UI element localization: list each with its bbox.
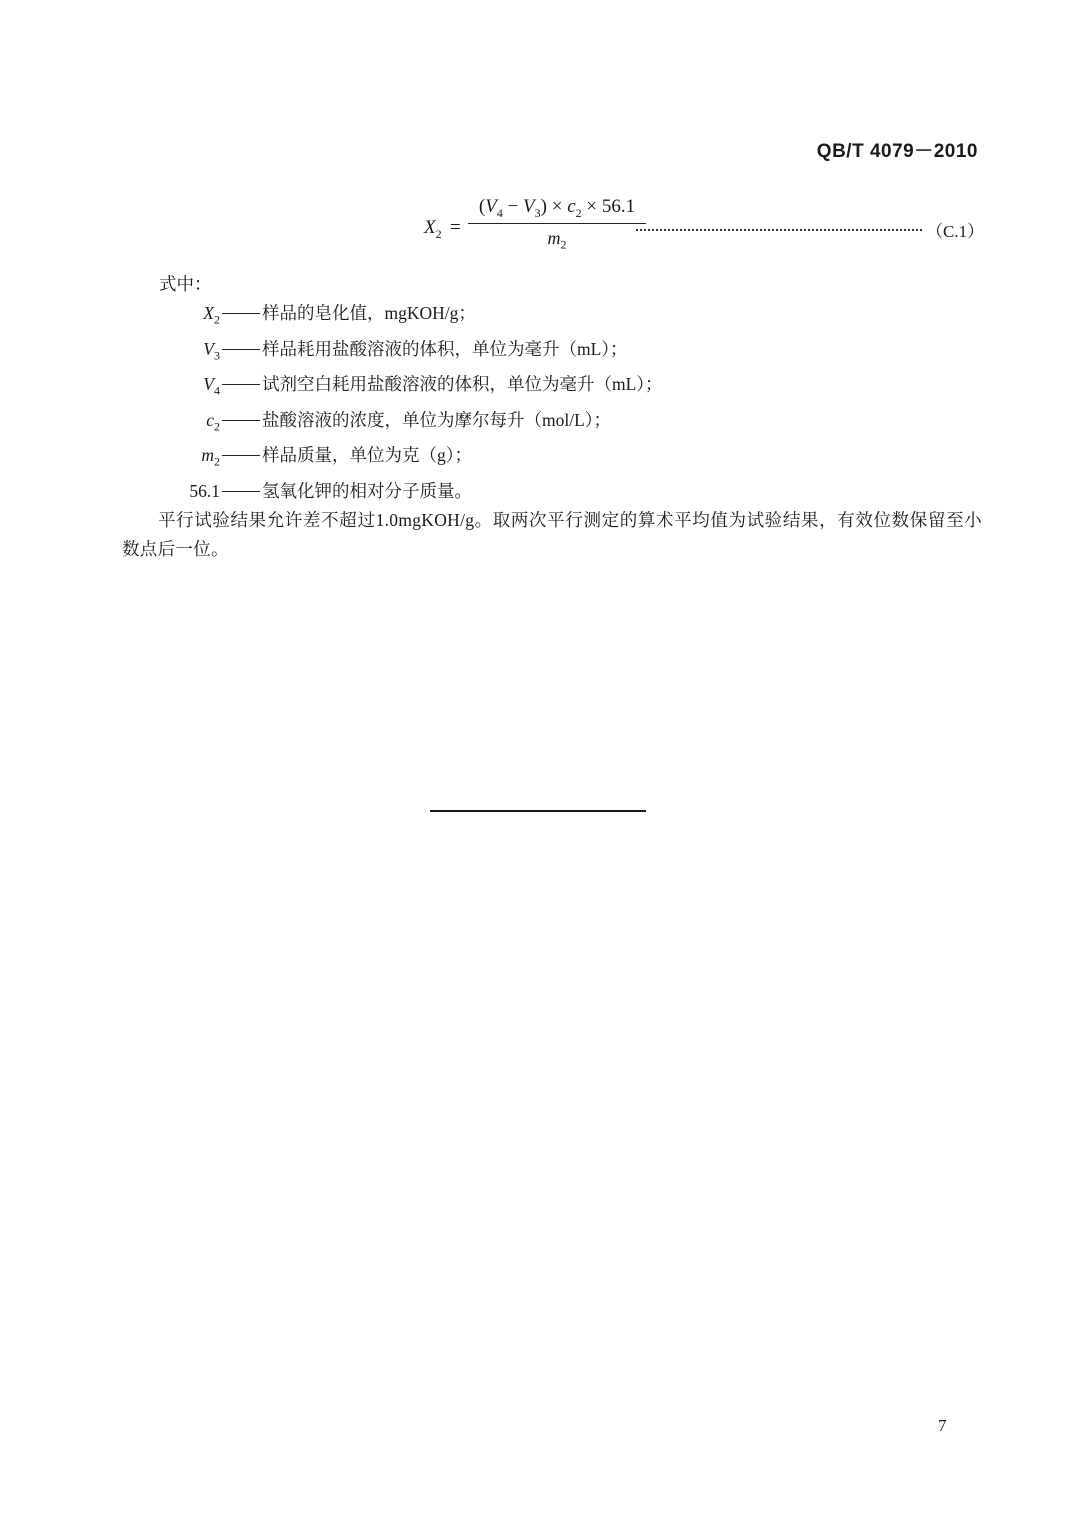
formula-fraction [466, 196, 648, 253]
definition-text: 样品质量，单位为克（g）； [262, 445, 472, 465]
definition-symbol: $m_2$ [201, 445, 220, 469]
definition-row [122, 406, 982, 442]
em-dash [222, 384, 260, 385]
where-label: 式中： [159, 274, 212, 294]
definition-row [122, 299, 982, 335]
definition-symbol: $c_2$ [206, 409, 220, 433]
em-dash [222, 349, 260, 350]
definition-row [122, 441, 982, 477]
definition-symbol: $V_4$ [203, 374, 220, 398]
definition-text: 样品的皂化值，mgKOH/g； [262, 303, 476, 323]
result-paragraph: 平行试验结果允许差不超过1.0mgKOH/g。取两次平行测定的算术平均值为试验结果，有效位数保留至小数点后一位。 [122, 509, 982, 559]
definition-row [122, 370, 982, 406]
formula-equals: = [450, 217, 461, 238]
definition-row [122, 477, 982, 506]
end-of-document-rule [430, 810, 646, 812]
definition-symbol: $X_2$ [203, 303, 220, 327]
page-number: 7 [938, 1416, 947, 1435]
formula-denominator: $m_2$ [547, 228, 567, 252]
definition-symbol: $V_3$ [203, 338, 220, 362]
formula-label: （C.1） [926, 222, 985, 241]
definition-text: 试剂空白耗用盐酸溶液的体积，单位为毫升（mL）； [262, 374, 663, 394]
formula-numerator: $(V_4 - V_3) \times c_2 \times 56.1$ [478, 196, 636, 220]
definition-row [122, 335, 982, 371]
em-dash [222, 420, 260, 421]
definition-text: 盐酸溶液的浓度，单位为摩尔每升（mol/L）； [262, 409, 612, 430]
standard-code: QB/T 4079－2010 [816, 141, 978, 162]
definition-text: 样品耗用盐酸溶液的体积，单位为毫升（mL）； [262, 338, 628, 359]
formula-leader-dots [636, 219, 922, 231]
definitions-section [122, 270, 982, 564]
formula-c1 [424, 196, 985, 262]
formula-lhs: $X_2$ [424, 217, 442, 241]
em-dash [222, 313, 260, 314]
em-dash [222, 491, 260, 492]
definition-text: 氢氧化钾的相对分子质量。 [262, 480, 472, 501]
definition-symbol: 56.1 [189, 480, 220, 501]
em-dash [222, 455, 260, 456]
